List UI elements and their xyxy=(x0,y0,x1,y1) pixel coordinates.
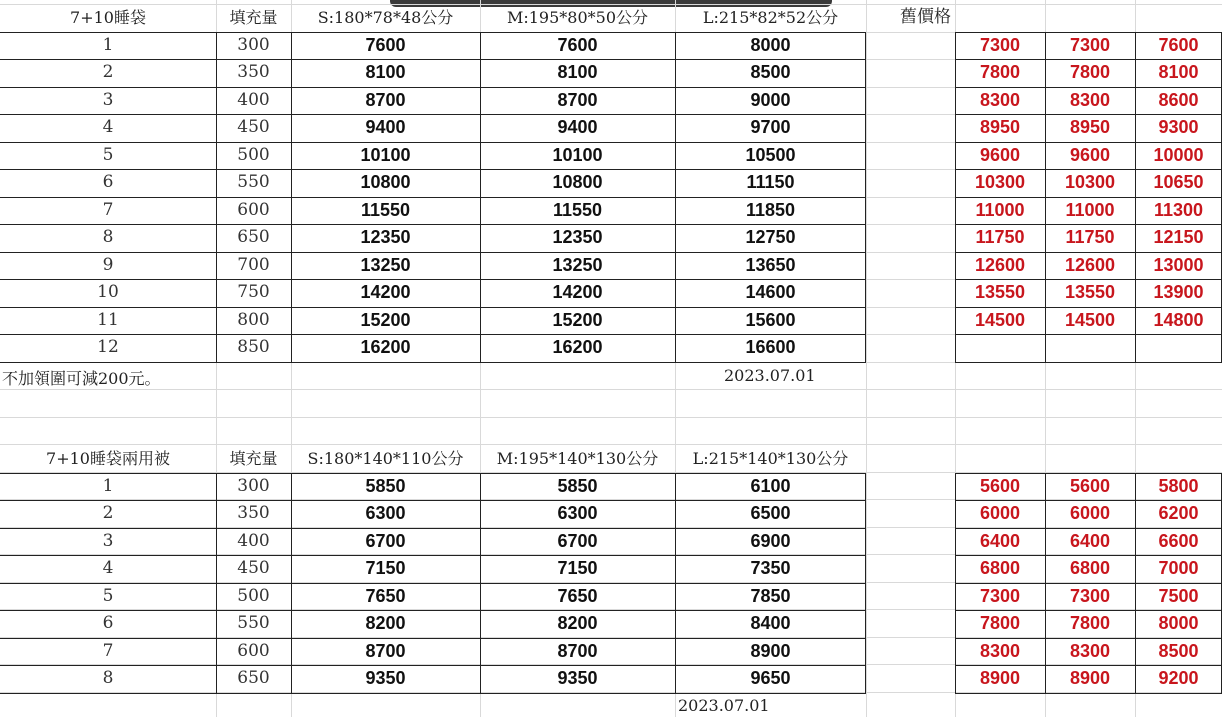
row-index-cell[interactable]: 6 xyxy=(102,172,114,192)
price-s-cell[interactable]: 8100 xyxy=(365,62,406,82)
fill-amount-cell[interactable]: 850 xyxy=(237,337,270,357)
old-price-cell[interactable]: 14500 xyxy=(1064,310,1116,330)
price-m-cell[interactable]: 9400 xyxy=(557,117,598,137)
row-index-cell[interactable]: 4 xyxy=(102,117,114,137)
price-m-cell[interactable]: 7600 xyxy=(557,35,598,55)
old-price-cell[interactable]: 7600 xyxy=(1158,35,1199,55)
price-l-cell[interactable]: 12750 xyxy=(745,227,796,247)
discount-note: 不加領圍可減200元。 xyxy=(2,369,161,388)
old-price-cell[interactable]: 7800 xyxy=(1069,613,1111,633)
table2-main-vline xyxy=(291,473,292,693)
price-m-cell[interactable]: 8200 xyxy=(557,613,598,633)
price-m-cell[interactable]: 8100 xyxy=(557,62,598,82)
old-price-cell[interactable]: 9200 xyxy=(1158,668,1199,688)
old-price-cell[interactable]: 6400 xyxy=(979,531,1021,551)
row-index-cell[interactable]: 11 xyxy=(97,310,119,330)
price-l-cell[interactable]: 11850 xyxy=(745,200,796,220)
column-header[interactable]: M:195*80*50公分 xyxy=(506,8,649,27)
table2-old-vline xyxy=(955,473,956,693)
old-price-cell[interactable]: 6600 xyxy=(1158,531,1199,551)
old-price-row xyxy=(0,555,1222,582)
old-price-cell[interactable]: 11000 xyxy=(1065,200,1115,220)
column-header[interactable]: S:180*140*110公分 xyxy=(307,449,464,468)
date-label: 2023.07.01 xyxy=(724,366,816,385)
row-index-cell[interactable]: 4 xyxy=(102,558,114,578)
table1-old-hline xyxy=(955,32,1222,33)
price-l-cell[interactable]: 6500 xyxy=(750,503,791,523)
fill-amount-cell[interactable]: 350 xyxy=(237,62,270,82)
old-price-cell[interactable]: 9300 xyxy=(1158,117,1199,137)
price-l-cell[interactable]: 8900 xyxy=(750,641,791,661)
table1-main-vline xyxy=(865,32,866,362)
price-l-cell[interactable]: 6100 xyxy=(750,476,791,496)
old-price-row xyxy=(0,87,1222,114)
table1-old-hline xyxy=(955,334,1222,335)
row-index-cell[interactable]: 10 xyxy=(97,282,119,302)
price-m-cell[interactable]: 15200 xyxy=(552,310,603,330)
table2-old-hline xyxy=(955,555,1222,556)
table2-old-vline xyxy=(1135,473,1136,693)
table1-header-row xyxy=(0,4,1222,31)
price-m-cell[interactable]: 12350 xyxy=(552,227,603,247)
price-m-cell[interactable]: 6300 xyxy=(557,503,598,523)
column-header[interactable]: S:180*78*48公分 xyxy=(317,8,454,27)
table2-header-row xyxy=(0,445,1222,472)
fill-amount-cell[interactable]: 550 xyxy=(237,613,270,633)
price-s-cell[interactable]: 8200 xyxy=(365,613,406,633)
old-price-cell[interactable]: 8900 xyxy=(1069,668,1111,688)
table1-main-vline xyxy=(675,32,676,362)
row-index-cell[interactable]: 2 xyxy=(102,503,114,523)
price-m-cell[interactable]: 7650 xyxy=(557,586,598,606)
table2-main-vline xyxy=(865,473,866,693)
table2-old-vline xyxy=(1045,473,1046,693)
table2-main-hline xyxy=(0,555,866,556)
table1-main-hline xyxy=(0,307,866,308)
table1-main-hline xyxy=(0,334,866,335)
table2-main-hline xyxy=(0,583,866,584)
price-m-cell[interactable]: 11550 xyxy=(552,200,603,220)
old-price-cell[interactable]: 7300 xyxy=(1069,586,1111,606)
row-index-cell[interactable]: 9 xyxy=(102,255,114,275)
table1-old-hline xyxy=(955,114,1222,115)
price-s-cell[interactable]: 8700 xyxy=(365,90,406,110)
old-price-cell[interactable]: 11750 xyxy=(1065,227,1115,247)
price-l-cell[interactable]: 9700 xyxy=(750,117,791,137)
price-m-cell[interactable]: 10800 xyxy=(552,172,603,192)
price-m-cell[interactable]: 8700 xyxy=(557,90,598,110)
old-price-cell[interactable]: 8950 xyxy=(1069,117,1111,137)
old-price-cell[interactable]: 8950 xyxy=(979,117,1021,137)
old-price-row xyxy=(0,32,1222,59)
price-l-cell[interactable]: 8000 xyxy=(750,35,791,55)
row-index-cell[interactable]: 8 xyxy=(102,668,114,688)
fill-amount-cell[interactable]: 700 xyxy=(237,255,270,275)
table1-main-hline xyxy=(0,87,866,88)
old-price-cell[interactable]: 7800 xyxy=(979,613,1021,633)
price-s-cell[interactable]: 9350 xyxy=(365,668,406,688)
table1-old-hline xyxy=(955,169,1222,170)
table2-main-hline xyxy=(0,693,866,694)
old-price-row xyxy=(0,224,1222,251)
price-l-cell[interactable]: 10500 xyxy=(745,145,796,165)
old-price-cell[interactable]: 8300 xyxy=(979,641,1021,661)
price-m-cell[interactable]: 14200 xyxy=(552,282,603,302)
table1-main-vline xyxy=(291,32,292,362)
price-l-cell[interactable]: 9650 xyxy=(750,668,791,688)
old-price-cell[interactable]: 8300 xyxy=(979,90,1021,110)
old-price-cell[interactable]: 6800 xyxy=(979,558,1021,578)
price-s-cell[interactable]: 7650 xyxy=(365,586,406,606)
old-price-cell[interactable]: 7000 xyxy=(1158,558,1199,578)
old-price-cell[interactable]: 8000 xyxy=(1158,613,1199,633)
old-price-cell[interactable]: 7800 xyxy=(1069,62,1111,82)
grid-row-line xyxy=(0,389,1222,390)
old-price-row xyxy=(0,252,1222,279)
table2-main-vline xyxy=(480,473,481,693)
table1-main-hline xyxy=(0,197,866,198)
table2-old-hline xyxy=(955,473,1222,474)
table1-main-hline xyxy=(0,252,866,253)
old-price-row xyxy=(0,638,1222,665)
price-s-cell[interactable]: 8700 xyxy=(365,641,406,661)
table-row xyxy=(0,334,1222,361)
price-s-cell[interactable]: 15200 xyxy=(360,310,411,330)
old-price-row xyxy=(0,169,1222,196)
old-price-header[interactable]: 舊價格 xyxy=(900,7,951,27)
price-s-cell[interactable]: 7600 xyxy=(365,35,406,55)
table1-old-vline xyxy=(1135,32,1136,362)
column-header[interactable]: L:215*82*52公分 xyxy=(702,8,839,27)
row-index-cell[interactable]: 5 xyxy=(102,586,114,606)
table1-old-hline xyxy=(955,307,1222,308)
old-price-cell[interactable]: 7500 xyxy=(1158,586,1199,606)
fill-amount-cell[interactable]: 650 xyxy=(237,668,270,688)
column-header[interactable]: L:215*140*130公分 xyxy=(692,449,849,468)
fill-amount-cell[interactable]: 550 xyxy=(237,172,270,192)
table1-main-hline xyxy=(0,59,866,60)
table1-main-vline xyxy=(480,32,481,362)
fill-amount-cell[interactable]: 300 xyxy=(237,476,270,496)
price-s-cell[interactable]: 10100 xyxy=(360,145,411,165)
table2-old-hline xyxy=(955,583,1222,584)
old-price-cell[interactable]: 7300 xyxy=(979,586,1021,606)
price-m-cell[interactable]: 13250 xyxy=(552,255,603,275)
table2-old-hline xyxy=(955,665,1222,666)
table2-old-hline xyxy=(955,693,1222,694)
price-m-cell[interactable]: 8700 xyxy=(557,641,598,661)
price-l-cell[interactable]: 16600 xyxy=(745,337,796,357)
row-index-cell[interactable]: 2 xyxy=(102,62,114,82)
table2-old-hline xyxy=(955,610,1222,611)
price-l-cell[interactable]: 9000 xyxy=(750,90,791,110)
fill-amount-cell[interactable]: 450 xyxy=(237,558,270,578)
table1-old-hline xyxy=(955,87,1222,88)
old-price-cell[interactable]: 5600 xyxy=(979,476,1021,496)
fill-amount-cell[interactable]: 650 xyxy=(237,227,270,247)
old-price-cell[interactable]: 14800 xyxy=(1153,310,1204,330)
table2-old-hline xyxy=(955,638,1222,639)
price-m-cell[interactable]: 7150 xyxy=(557,558,598,578)
fill-amount-cell[interactable]: 300 xyxy=(237,35,270,55)
old-price-cell[interactable]: 5600 xyxy=(1069,476,1111,496)
price-l-cell[interactable]: 6900 xyxy=(750,531,791,551)
table2-main-hline xyxy=(0,473,866,474)
price-s-cell[interactable]: 13250 xyxy=(360,255,411,275)
old-price-cell[interactable]: 10000 xyxy=(1153,145,1204,165)
old-price-cell[interactable]: 13900 xyxy=(1153,282,1204,302)
date-label: 2023.07.01 xyxy=(678,696,770,715)
row-index-cell[interactable]: 5 xyxy=(102,145,114,165)
fill-amount-cell[interactable]: 600 xyxy=(237,641,270,661)
old-price-row xyxy=(0,142,1222,169)
row-index-cell[interactable]: 7 xyxy=(102,200,114,220)
old-price-cell[interactable]: 11750 xyxy=(975,227,1025,247)
fill-amount-cell[interactable]: 600 xyxy=(237,200,270,220)
old-price-row xyxy=(0,279,1222,306)
table2-main-hline xyxy=(0,638,866,639)
old-price-cell[interactable]: 8500 xyxy=(1158,641,1199,661)
row-index-cell[interactable]: 8 xyxy=(102,227,114,247)
price-s-cell[interactable]: 6700 xyxy=(365,531,406,551)
table1-main-hline xyxy=(0,32,866,33)
old-price-cell[interactable]: 10300 xyxy=(974,172,1026,192)
table1-main-vline xyxy=(216,32,217,362)
price-m-cell[interactable]: 6700 xyxy=(557,531,598,551)
old-price-cell[interactable]: 8300 xyxy=(1069,641,1111,661)
price-l-cell[interactable]: 11150 xyxy=(746,172,795,192)
price-l-cell[interactable]: 7850 xyxy=(750,586,791,606)
price-l-cell[interactable]: 14600 xyxy=(745,282,796,302)
old-price-cell[interactable]: 7300 xyxy=(979,35,1021,55)
fill-amount-cell[interactable]: 750 xyxy=(237,282,270,302)
old-price-cell[interactable]: 6000 xyxy=(979,503,1021,523)
old-price-cell[interactable]: 13000 xyxy=(1153,255,1204,275)
price-s-cell[interactable]: 14200 xyxy=(360,282,411,302)
table2-main-hline xyxy=(0,665,866,666)
price-l-cell[interactable]: 13650 xyxy=(745,255,796,275)
column-header[interactable]: M:195*140*130公分 xyxy=(496,449,659,468)
table1-old-hline xyxy=(955,59,1222,60)
old-price-cell[interactable]: 9600 xyxy=(1069,145,1111,165)
price-s-cell[interactable]: 16200 xyxy=(360,337,411,357)
table1-old-hline xyxy=(955,279,1222,280)
price-l-cell[interactable]: 8400 xyxy=(750,613,791,633)
price-s-cell[interactable]: 9400 xyxy=(365,117,406,137)
table1-main-hline xyxy=(0,169,866,170)
table1-old-vline xyxy=(955,32,956,362)
old-price-cell[interactable]: 7300 xyxy=(1069,35,1111,55)
row-index-cell[interactable]: 3 xyxy=(102,531,114,551)
old-price-row xyxy=(0,59,1222,86)
old-price-row xyxy=(0,583,1222,610)
price-s-cell[interactable]: 11550 xyxy=(360,200,411,220)
fill-amount-cell[interactable]: 450 xyxy=(237,117,270,137)
table1-main-hline xyxy=(0,362,866,363)
old-price-cell[interactable]: 6200 xyxy=(1158,503,1199,523)
price-l-cell[interactable]: 7350 xyxy=(750,558,791,578)
table1-old-hline xyxy=(955,197,1222,198)
table2-old-hline xyxy=(955,500,1222,501)
fill-amount-cell[interactable]: 400 xyxy=(237,531,270,551)
row-index-cell[interactable]: 12 xyxy=(97,337,119,357)
old-price-cell[interactable]: 11000 xyxy=(975,200,1025,220)
old-price-cell[interactable]: 12600 xyxy=(1064,255,1116,275)
price-l-cell[interactable]: 15600 xyxy=(745,310,796,330)
old-price-row xyxy=(0,665,1222,692)
table2-main-vline xyxy=(216,473,217,693)
table1-main-hline xyxy=(0,279,866,280)
old-price-cell[interactable]: 5800 xyxy=(1158,476,1199,496)
old-price-cell[interactable]: 10300 xyxy=(1064,172,1116,192)
row-index-cell[interactable]: 1 xyxy=(102,35,114,55)
old-price-cell[interactable]: 13550 xyxy=(974,282,1026,302)
column-header[interactable]: 7+10睡袋兩用被 xyxy=(46,449,170,468)
table1-old-hline xyxy=(955,142,1222,143)
price-m-cell[interactable]: 5850 xyxy=(557,476,598,496)
table2-main-hline xyxy=(0,500,866,501)
old-price-cell[interactable]: 8100 xyxy=(1158,62,1199,82)
old-price-row xyxy=(0,307,1222,334)
row-index-cell[interactable]: 3 xyxy=(102,90,114,110)
column-header[interactable]: 7+10睡袋 xyxy=(70,8,146,27)
table2-main-vline xyxy=(675,473,676,693)
old-price-cell[interactable]: 7800 xyxy=(979,62,1021,82)
row-index-cell[interactable]: 1 xyxy=(102,476,114,496)
old-price-row xyxy=(0,114,1222,141)
row-index-cell[interactable]: 6 xyxy=(102,613,114,633)
table1-main-hline xyxy=(0,142,866,143)
price-s-cell[interactable]: 6300 xyxy=(365,503,406,523)
price-s-cell[interactable]: 5850 xyxy=(365,476,406,496)
price-s-cell[interactable]: 12350 xyxy=(360,227,411,247)
fill-amount-cell[interactable]: 500 xyxy=(237,586,270,606)
old-price-cell[interactable]: 6800 xyxy=(1069,558,1111,578)
old-price-cell[interactable]: 6000 xyxy=(1069,503,1111,523)
price-s-cell[interactable]: 7150 xyxy=(365,558,406,578)
old-price-cell[interactable]: 8600 xyxy=(1158,90,1199,110)
old-price-cell[interactable]: 14500 xyxy=(974,310,1026,330)
price-s-cell[interactable]: 10800 xyxy=(360,172,411,192)
fill-amount-cell[interactable]: 400 xyxy=(237,90,270,110)
table1-old-hline xyxy=(955,362,1222,363)
old-price-row xyxy=(0,473,1222,500)
old-price-cell[interactable]: 10650 xyxy=(1153,172,1204,192)
fill-amount-cell[interactable]: 500 xyxy=(237,145,270,165)
old-price-cell[interactable]: 8300 xyxy=(1069,90,1111,110)
table2-main-hline xyxy=(0,528,866,529)
old-price-row xyxy=(0,528,1222,555)
old-price-cell[interactable]: 9600 xyxy=(979,145,1021,165)
old-price-row xyxy=(0,610,1222,637)
row-index-cell[interactable]: 7 xyxy=(102,641,114,661)
grid-row-line xyxy=(0,417,1222,418)
table1-main-hline xyxy=(0,224,866,225)
table2-old-hline xyxy=(955,528,1222,529)
old-price-row xyxy=(0,197,1222,224)
price-m-cell[interactable]: 9350 xyxy=(557,668,598,688)
price-m-cell[interactable]: 16200 xyxy=(552,337,603,357)
table1-main-hline xyxy=(0,114,866,115)
fill-amount-cell[interactable]: 350 xyxy=(237,503,270,523)
price-m-cell[interactable]: 10100 xyxy=(552,145,603,165)
old-price-cell[interactable]: 12600 xyxy=(974,255,1026,275)
column-header[interactable]: 填充量 xyxy=(229,449,278,468)
fill-amount-cell[interactable]: 800 xyxy=(237,310,270,330)
old-price-cell[interactable]: 13550 xyxy=(1064,282,1116,302)
old-price-cell[interactable]: 8900 xyxy=(979,668,1021,688)
table2-main-hline xyxy=(0,610,866,611)
table1-old-hline xyxy=(955,224,1222,225)
table1-old-hline xyxy=(955,252,1222,253)
old-price-row xyxy=(0,500,1222,527)
old-price-cell[interactable]: 11300 xyxy=(1153,200,1204,220)
old-price-cell[interactable]: 6400 xyxy=(1069,531,1111,551)
price-l-cell[interactable]: 8500 xyxy=(750,62,791,82)
old-price-cell[interactable]: 12150 xyxy=(1153,227,1204,247)
table1-old-vline xyxy=(1045,32,1046,362)
column-header[interactable]: 填充量 xyxy=(229,8,278,27)
